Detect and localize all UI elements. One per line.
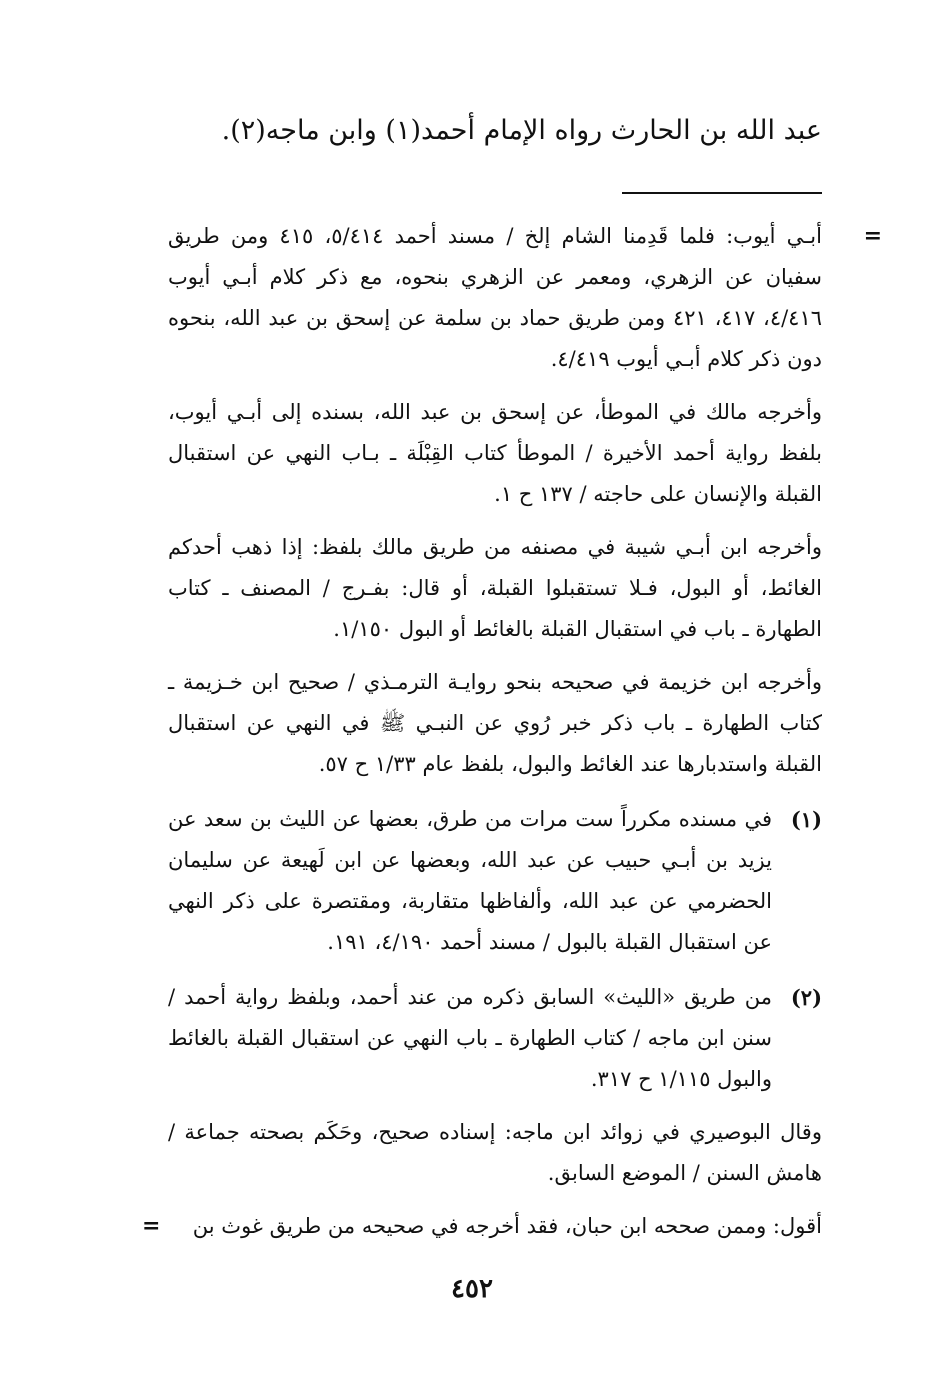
footnotes-section [142,216,882,1259]
continued-footnote-text: وأخرجه مالك في الموطأ، عن إسحق بن عبد الله، بسنده إلى أبـي أيوب، بلفظ رواية أحمد الأخيرة / الموطأ كتاب القِبْلَة ـ بـاب النهي عن استقبال القبلة والإنسان على حاجته / ١٣٧ ح ١. [168,400,822,506]
main-text: عبد الله بن الحارث رواه الإمام أحمد(١) وابن ماجه(٢). [221,115,822,146]
continued-footnote-text: وأخرجه ابن خزيمة في صحيحه بنحو روايـة الترمـذي / صحيح ابن خـزيمة ـ كتاب الطهارة ـ باب ذكر خبر رُوي عن النبـي ﷺ في النهي عن استقبال القبلة واستدبارها عند الغائط والبول، بلفظ عام ١/٣٣ ح ٥٧. [168,670,822,776]
footnote-separator [622,192,822,194]
continuation-marker: = [863,223,882,249]
footnote-2-text: من طريق «الليث» السابق ذكره من عند أحمد، وبلفظ رواية أحمد / سنن ابن ماجه / كتاب الطهارة ـ باب النهي عن استقبال القبلة بالغائط والبول ١/١١٥ ح ٣١٧. [168,985,772,1091]
page-number: ٤٥٢ [451,1274,493,1304]
continued-footnote-paragraph [168,662,822,785]
footnote-1 [168,799,822,963]
footnote-1-marker: (١) [790,807,822,832]
continued-footnote-text: أبـي أيوب: فلما قَدِمنا الشام إلخ / مسند أحمد ٥/٤١٤، ٤١٥ ومن طريق سفيان عن الزهري، ومعمر عن الزهري بنحوه، مع ذكر كلام أبـي أيوب ٤/٤١٦، ٤١٧، ٤٢١ ومن طريق حماد بن سلمة عن إسحق بن عبد الله، بنحوه دون ذكر كلام أبـي أيوب ٤/٤١٩. [168,224,823,371]
continued-footnote-text: وأخرجه ابن أبـي شيبة في مصنفه من طريق مالك بلفظ: إذا ذهب أحدكم الغائط، أو البول، فـلا تستقبلوا القبلة، أو قال: بفـرج / المصنف ـ كتاب الطهارة ـ باب في استقبال القبلة بالغائط أو البول ١/١٥٠. [168,535,822,641]
footnote-1-text: في مسنده مكرراً ست مرات من طرق، بعضها عن الليث بن سعد عن يزيد بن أبـي حبيب عن عبد الله، وبعضها عن ابن لَهيعة عن سليمان الحضرمي عن عبد الله، وألفاظها متقاربة، ومقتصرة على ذكر النهي عن استقبال القبلة بالبول / مسند أحمد ٤/١٩٠، ١٩١. [168,807,772,954]
footnote-2-extra-paragraph [142,1206,822,1247]
continued-footnote-paragraph [168,527,822,650]
footnote-2-extra-paragraph [168,1112,822,1194]
footnote-2 [168,977,822,1100]
footnote-2-marker: (٢) [790,985,822,1010]
footnote-2-extra-text: أقول: وممن صححه ابن حبان، فقد أخرجه في صحيحه من طريق غوث بن [192,1214,822,1238]
continued-footnote-paragraph [168,392,822,515]
continuation-marker-end: = [142,1213,161,1239]
continued-footnote-paragraph [168,216,882,380]
footnote-2-extra-text: وقال البوصيري في زوائد ابن ماجه: إسناده صحيح، وحَكَم بصحته جماعة / هامش السنن / الموضع السابق. [168,1120,822,1185]
